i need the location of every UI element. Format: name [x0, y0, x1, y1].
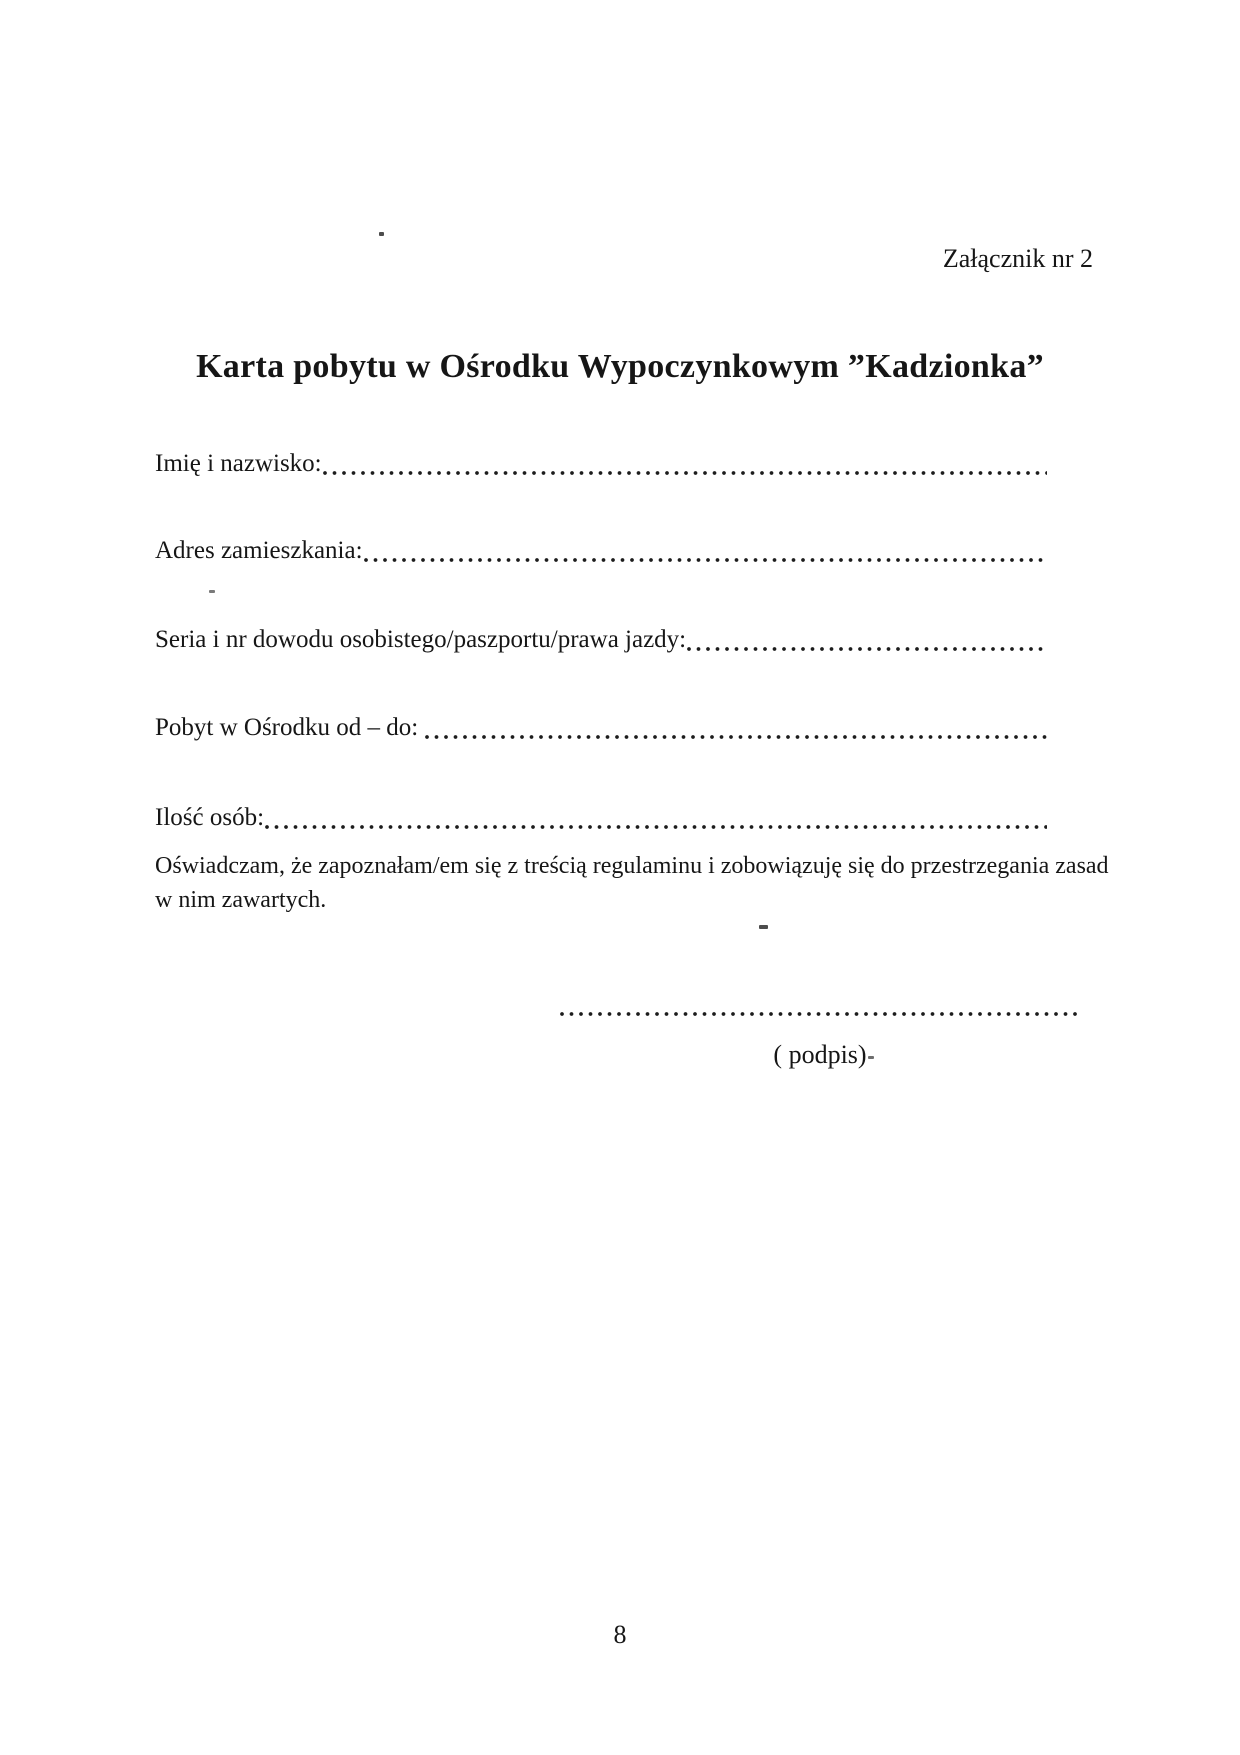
fill-in-line	[687, 647, 1047, 651]
field-person-count-label: Ilość osób:	[155, 804, 265, 831]
scan-artifact-dot	[379, 232, 384, 236]
declaration-text	[155, 849, 1155, 917]
field-address	[155, 536, 1047, 566]
declaration-line: Oświadczam, że zapoznałam/em się z treścią regulaminu i zobowiązuję się do przestrzegania zasad	[155, 853, 1109, 879]
field-id-number	[155, 625, 1047, 655]
fill-in-line	[425, 735, 1047, 739]
scan-artifact-dot	[759, 925, 768, 929]
signature-line	[560, 1012, 1080, 1016]
page-number: 8	[613, 1620, 627, 1649]
page-title: Karta pobytu w Ośrodku Wypoczynkowym ”Kadzionka”	[196, 348, 1044, 385]
signature-caption: ( podpis)	[773, 1040, 867, 1069]
field-full-name-label: Imię i nazwisko:	[155, 450, 322, 477]
scan-artifact-dot	[209, 590, 215, 593]
scan-artifact-dot	[868, 1056, 874, 1059]
declaration-line: w nim zawartych.	[155, 887, 327, 913]
field-person-count	[155, 803, 1047, 833]
field-id-number-label: Seria i nr dowodu osobistego/paszportu/prawa jazdy:	[155, 626, 687, 653]
attachment-label: Załącznik nr 2	[942, 244, 1093, 273]
field-stay-dates	[155, 713, 1047, 743]
fill-in-line	[265, 825, 1047, 829]
fill-in-line	[364, 558, 1047, 562]
field-address-label: Adres zamieszkania:	[155, 537, 363, 564]
field-stay-dates-label: Pobyt w Ośrodku od – do:	[155, 714, 425, 741]
fill-in-line	[323, 471, 1047, 475]
field-full-name	[155, 449, 1047, 479]
